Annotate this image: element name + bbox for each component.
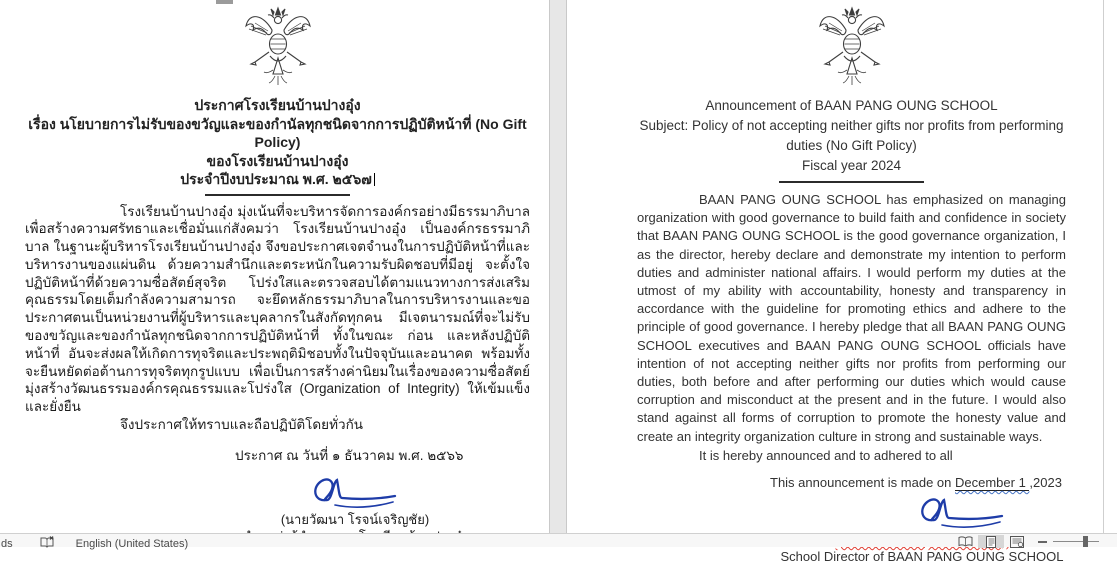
english-body-paragraph: BAAN PANG OUNG SCHOOL has emphasized on managing organization with good governance to build faith and confidence in society that BAAN PANG OUNG SCHOOL is the good governance organization, I as the director, hereby declare and demonstrate my intention to perform duties and administer national affairs. I would perform my duties at the utmost of my ability with accountability, honesty and transparency in accordance with the guideline for promoting ethics and adhere to the principle of good governance. I hereby pledge that all BAAN PANG OUNG SCHOOL executives and BAAN PANG OUNG SCHOOL officials have intention of not accepting neither gifts nor profits from performing our duties, both before and after performing our duties which would cause corruption and misconduct at the present and in the future. I would also stand against all forms of corruption to promote the honesty value and create an integrity organization culture in strong and sustainable ways. bbox=[637, 192, 1066, 444]
garuda-emblem-icon bbox=[243, 6, 313, 92]
date-underlined-text: December 1 bbox=[955, 475, 1030, 491]
director-signature-thai bbox=[305, 472, 405, 510]
zoom-slider[interactable] bbox=[1053, 541, 1099, 542]
english-closing-line: It is hereby announced and to adhered to all bbox=[699, 447, 953, 463]
english-title-line1: Announcement of BAAN PANG OUNG SCHOOL bbox=[705, 98, 998, 113]
thai-signer-name: (นายวัฒนา โรจน์เจริญชัย) bbox=[280, 511, 430, 527]
english-title-line3: Fiscal year 2024 bbox=[801, 158, 902, 173]
page-top-marker bbox=[216, 0, 233, 4]
word-count-fragment[interactable]: ds bbox=[1, 537, 13, 550]
english-signer-title: School Director of BAAN PANG OUNG SCHOOL bbox=[780, 549, 1064, 565]
thai-date-line: ประกาศ ณ วันที่ ๑ ธันวาคม พ.ศ. ๒๕๖๖ bbox=[235, 447, 464, 463]
web-layout-button[interactable] bbox=[1004, 535, 1030, 548]
thai-title-line1: ประกาศโรงเรียนบ้านปางอุ๋ง bbox=[194, 97, 361, 113]
thai-body-paragraph: โรงเรียนบ้านปางอุ๋ง มุ่งเน้นที่จะบริหารจัดการองค์กรอย่างมีธรรมาภิบาล เพื่อสร้างความศรัทธาและเชื่อมั่นแก่สังคมว่า โรงเรียนบ้านปางอุ๋ง เป็นองค์กรธรรมาภิบาล ในฐานะผู้บริหารโรงเรียนบ้านปางอุ๋ง จึงขอประกาศเจตจำนงในการปฏิบัติหน้าที่และบริหารงานของแผ่นดิน ด้วยความสำนึกและตระหนักในความรับผิดชอบที่มีอยู่ จะตั้งใจปฏิบัติหน้าที่ด้วยความซื่อสัตย์สุจริต โปร่งใสและตรวจสอบได้ตามแนวทางการส่งเสริมคุณธรรมโดยเต็มกำลังความสามารถ จะยึดหลักธรรมาภิบาลในการบริหารงานและขอประกาศตนเป็นหน่วยงานที่ผู้บริหารและบุคลากรในสังกัดทุกคน มีเจตนารมณ์ที่จะไม่รับของขวัญและของกำนัลทุกชนิดจากการปฏิบัติหน้าที่ ทั้งในขณะ ก่อน และหลังปฏิบัติหน้าที่ อันจะส่งผลให้เกิดการทุจริตและประพฤติมิชอบทั้งในปัจจุบันและอนาคต พร้อมทั้งจะยืนหยัดต่อต้านการทุจริตทุกรูปแบบ เพื่อเป็นการสร้างค่านิยมในเรื่องของความซื่อสัตย์ มุ่งสร้างวัฒนธรรมองค์กรคุณธรรมและโปร่งใส (Organization of Integrity) ให้เข้มแข็งและยั่งยืน bbox=[25, 203, 530, 415]
zoom-slider-handle[interactable] bbox=[1083, 536, 1088, 547]
english-title-line2: Subject: Policy of not accepting neither gifts nor profits from performing duties (No Gift Policy) bbox=[639, 118, 1064, 153]
thai-title-line2: เรื่อง นโยบายการไม่รับของขวัญและของกำนัลทุกชนิดจากการปฏิบัติหน้าที่ (No Gift Policy) bbox=[28, 115, 527, 150]
thai-title-block bbox=[25, 96, 530, 189]
zoom-out-minus-icon[interactable] bbox=[1038, 541, 1047, 543]
text-cursor bbox=[374, 173, 375, 186]
read-mode-button[interactable] bbox=[952, 535, 978, 548]
status-bar bbox=[0, 533, 1117, 550]
thai-closing-line: จึงประกาศให้ทราบและถือปฏิบัติโดยทั่วกัน bbox=[120, 417, 363, 433]
english-date-line: This announcement is made on December 1 ,2023 bbox=[770, 475, 1062, 491]
document-page-english[interactable] bbox=[567, 0, 1104, 565]
document-page-thai[interactable] bbox=[0, 0, 549, 533]
title-divider-line bbox=[779, 181, 924, 183]
print-layout-button[interactable] bbox=[978, 535, 1004, 548]
page-gap bbox=[549, 0, 567, 533]
proofing-errors-icon[interactable] bbox=[40, 536, 54, 551]
title-divider-line bbox=[205, 194, 350, 196]
garuda-emblem-icon bbox=[817, 6, 887, 92]
director-signature-english bbox=[912, 492, 1012, 530]
language-indicator[interactable]: English (United States) bbox=[75, 537, 189, 550]
thai-title-line3: ของโรงเรียนบ้านปางอุ๋ง bbox=[206, 152, 349, 169]
english-title-block bbox=[637, 96, 1066, 176]
thai-title-line4: ประจำปีงบประมาณ พ.ศ. ๒๕๖๗ bbox=[25, 170, 530, 189]
